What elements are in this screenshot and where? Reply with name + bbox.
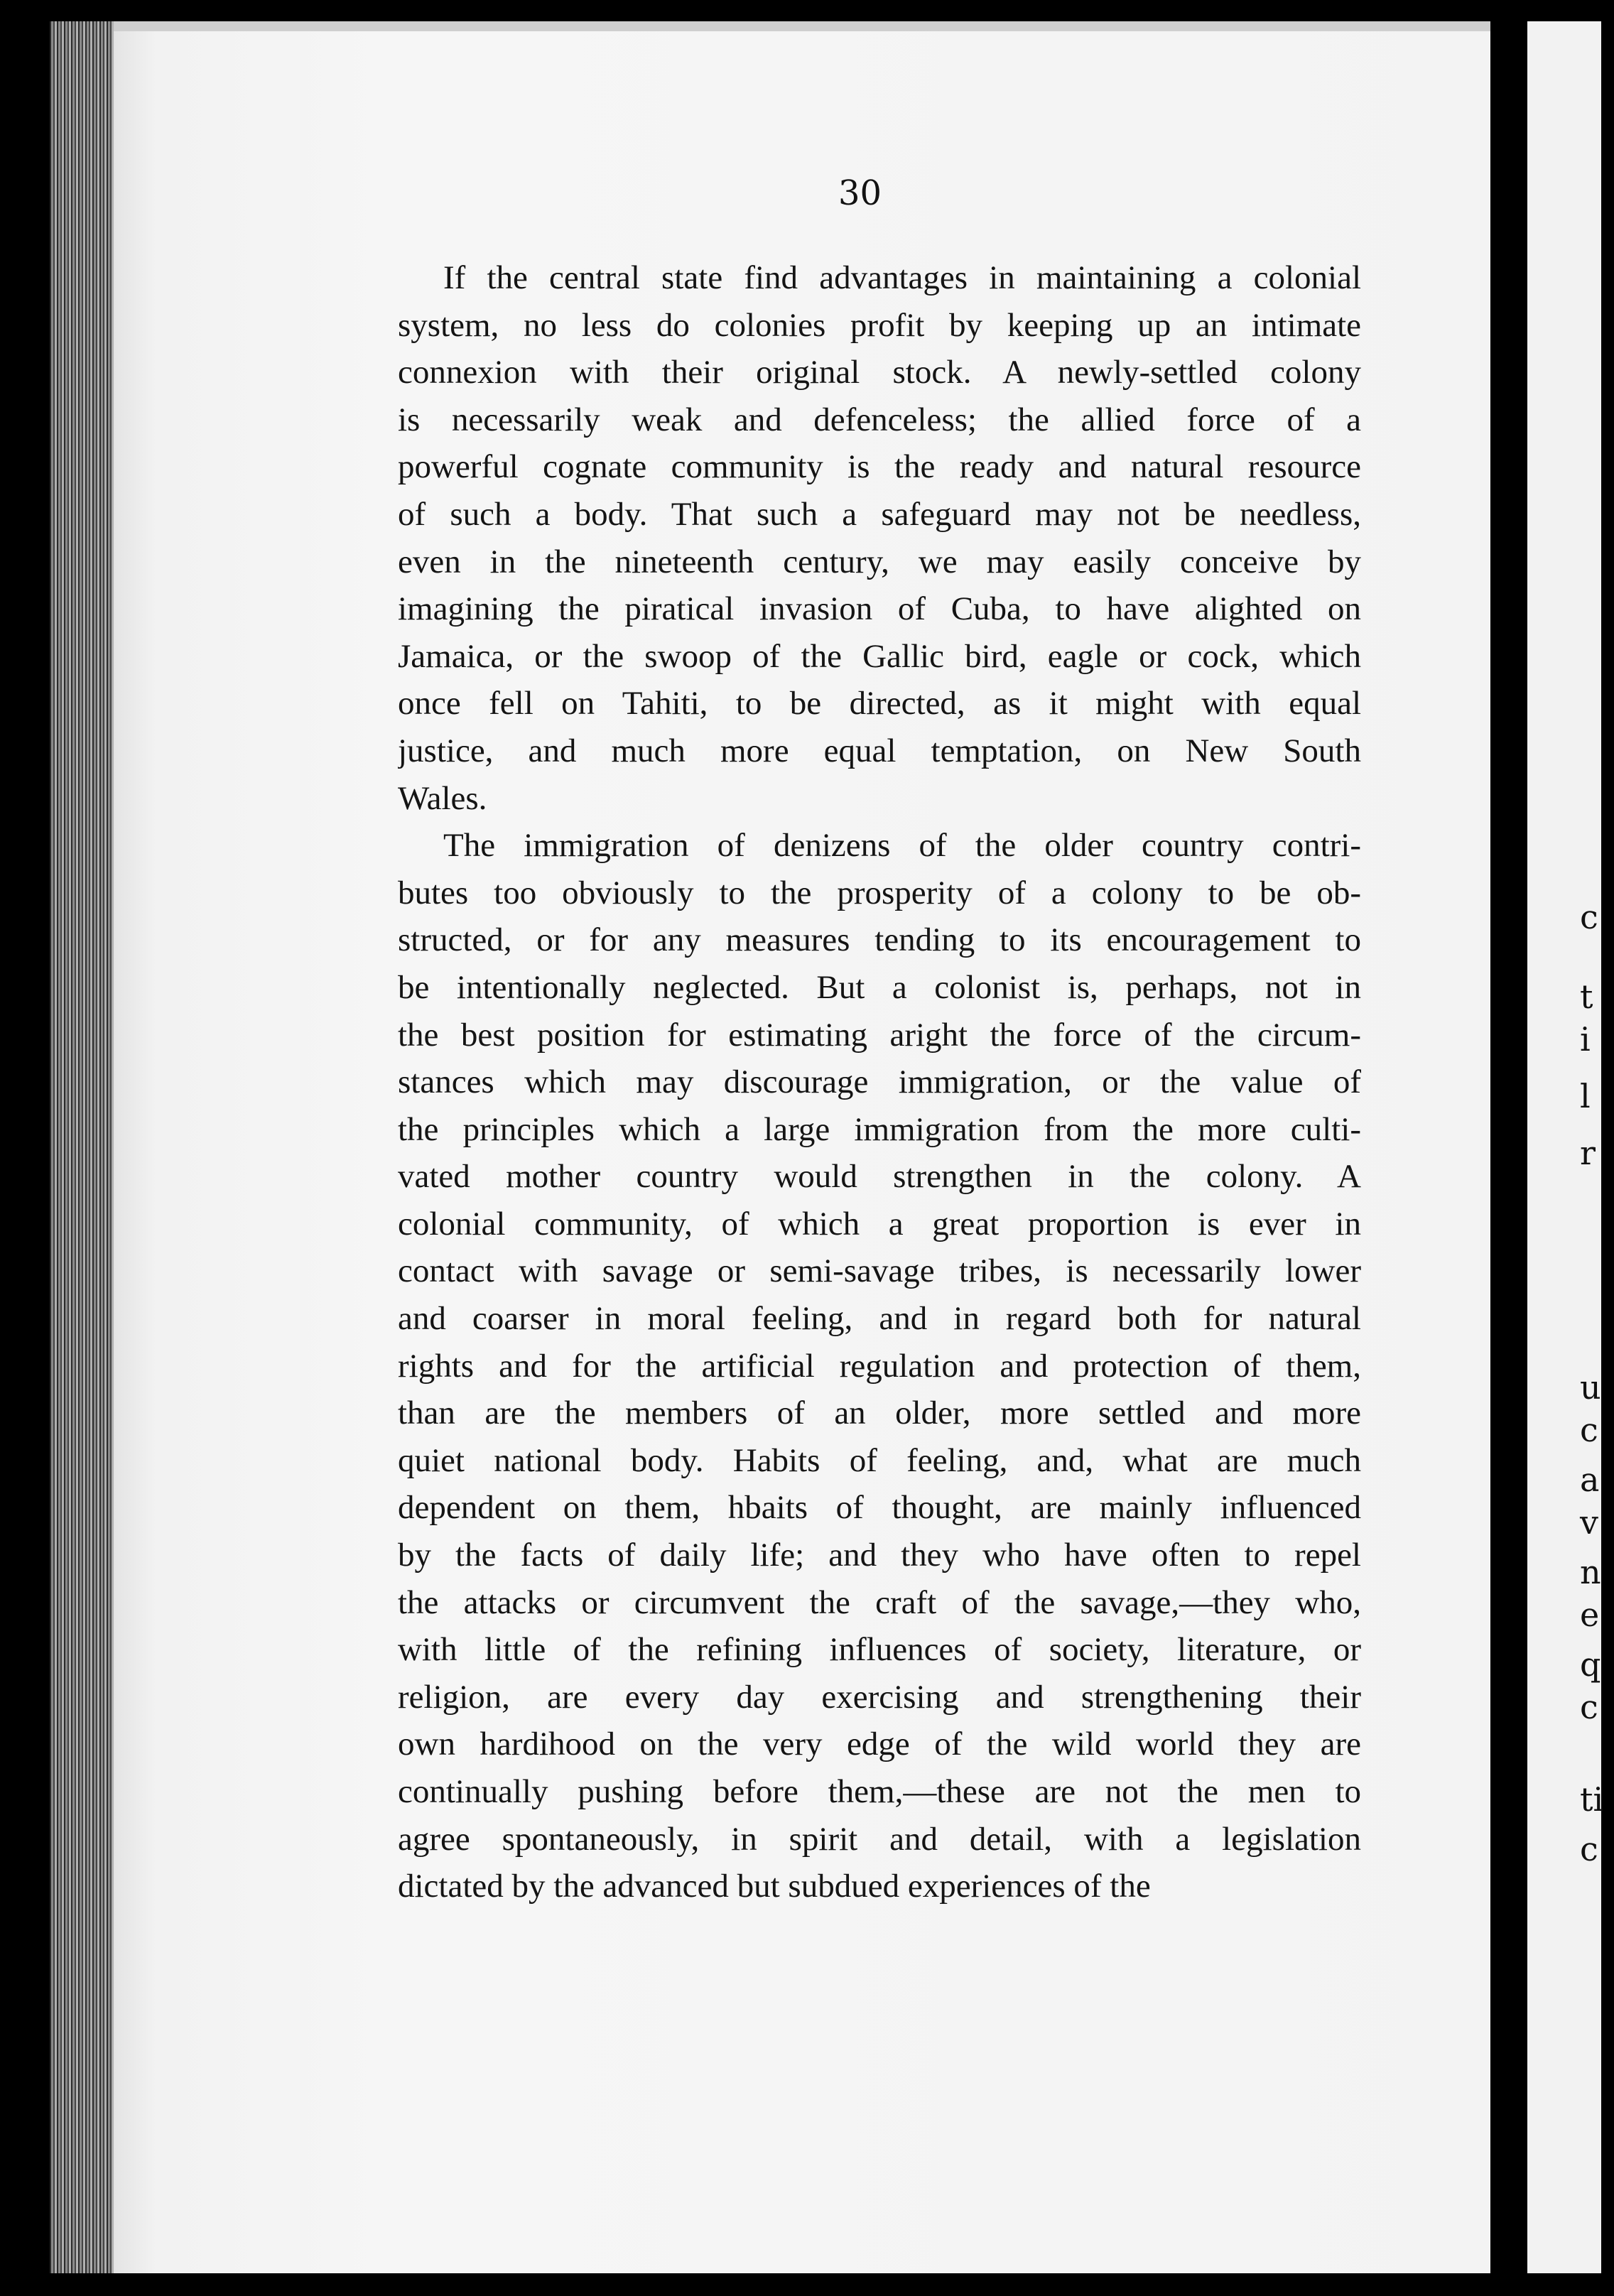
text-line: powerful cognate community is the ready and natural resource xyxy=(398,448,1361,486)
next-page-glyph: c xyxy=(1580,898,1598,936)
text-line: continually pushing before them,—these are not the men to xyxy=(398,1773,1361,1810)
text-line: imagining the piratical invasion of Cuba, to have alighted on xyxy=(398,590,1361,628)
text-line: stances which may discourage immigration, or the value of xyxy=(398,1063,1361,1101)
text-line: contact with savage or semi-savage tribes, is necessarily lower xyxy=(398,1252,1361,1290)
text-line: than are the members of an older, more settled and more xyxy=(398,1395,1361,1432)
text-line: with little of the refining influences of society, literature, or xyxy=(398,1631,1361,1669)
text-line: system, no less do colonies profit by keeping up an intimate xyxy=(398,306,1361,344)
next-page-glyph: u xyxy=(1580,1368,1601,1407)
scan-border-bottom xyxy=(0,2273,1614,2296)
text-line: rights and for the artificial regulation and protection of them, xyxy=(398,1347,1361,1385)
next-page-glyph: v xyxy=(1580,1503,1598,1542)
next-page-glyph: c xyxy=(1580,1688,1598,1726)
text-line: Jamaica, or the swoop of the Gallic bird, eagle or cock, which xyxy=(398,637,1361,675)
next-page-glyph: e xyxy=(1580,1596,1600,1634)
text-line: and coarser in moral feeling, and in regard both for natural xyxy=(398,1300,1361,1338)
text-line: agree spontaneously, in spirit and detail, with a legislation xyxy=(398,1820,1361,1858)
text-line: be intentionally neglected. But a colonist is, perhaps, not in xyxy=(398,968,1361,1006)
text-line: connexion with their original stock. A newly-settled colony xyxy=(398,354,1361,391)
text-line: colonial community, of which a great proportion is ever in xyxy=(398,1205,1361,1242)
text-line: dictated by the advanced but subdued experiences of the xyxy=(398,1868,1151,1905)
text-line: structed, or for any measures tending to its encouragement to xyxy=(398,921,1361,959)
text-line: Wales. xyxy=(398,779,487,817)
next-page-glyph: n xyxy=(1580,1553,1601,1591)
scan-border-right xyxy=(1601,0,1614,2296)
next-page-glyph: c xyxy=(1580,1411,1598,1449)
text-line: even in the nineteenth century, we may easily conceive by xyxy=(398,543,1361,580)
text-line: is necessarily weak and defenceless; the allied force of a xyxy=(398,401,1361,438)
book-page-edges xyxy=(50,21,114,2275)
text-line: vated mother country would strengthen in the colony. A xyxy=(398,1158,1361,1196)
text-line: of such a body. That such a safeguard may not be needless, xyxy=(398,495,1361,533)
text-line: If the central state find advantages in maintaining a colonial xyxy=(443,259,1361,296)
paragraph xyxy=(398,254,1361,822)
next-page-glyph: c xyxy=(1580,1830,1598,1868)
text-line: quiet national body. Habits of feeling, and, what are much xyxy=(398,1441,1361,1479)
next-page-glyph: a xyxy=(1580,1461,1600,1499)
body-text xyxy=(398,254,1361,1910)
gutter-shadow xyxy=(1490,0,1527,2296)
next-page-glyph: l xyxy=(1580,1077,1591,1115)
text-line: own hardihood on the very edge of the wild world they are xyxy=(398,1726,1361,1763)
next-page-glyph: t xyxy=(1580,978,1593,1016)
text-line: the principles which a large immigration from the more culti- xyxy=(398,1110,1361,1148)
scan-border-left xyxy=(0,0,50,2296)
text-line: butes too obviously to the prosperity of a colony to be ob- xyxy=(398,874,1361,911)
text-line: the best position for estimating aright the force of the circum- xyxy=(398,1016,1361,1054)
next-page-glyph: r xyxy=(1580,1134,1596,1172)
next-page-glyph: ti xyxy=(1580,1780,1604,1819)
text-line: justice, and much more equal temptation, on New South xyxy=(398,732,1361,769)
text-line: by the facts of daily life; and they who have often to repel xyxy=(398,1537,1361,1574)
scan-border-top xyxy=(0,0,1614,24)
text-line: dependent on them, hbaits of thought, are mainly influenced xyxy=(398,1489,1361,1527)
paragraph xyxy=(398,822,1361,1910)
text-line: The immigration of denizens of the older country contri- xyxy=(443,827,1361,865)
next-page-glyph: q xyxy=(1580,1645,1601,1684)
text-line: religion, are every day exercising and strengthening their xyxy=(398,1678,1361,1716)
next-page-glyph: i xyxy=(1580,1020,1591,1058)
page-number: 30 xyxy=(838,173,882,213)
text-line: the attacks or circumvent the craft of the savage,—they who, xyxy=(398,1583,1361,1621)
text-line: once fell on Tahiti, to be directed, as it might with equal xyxy=(398,685,1361,722)
